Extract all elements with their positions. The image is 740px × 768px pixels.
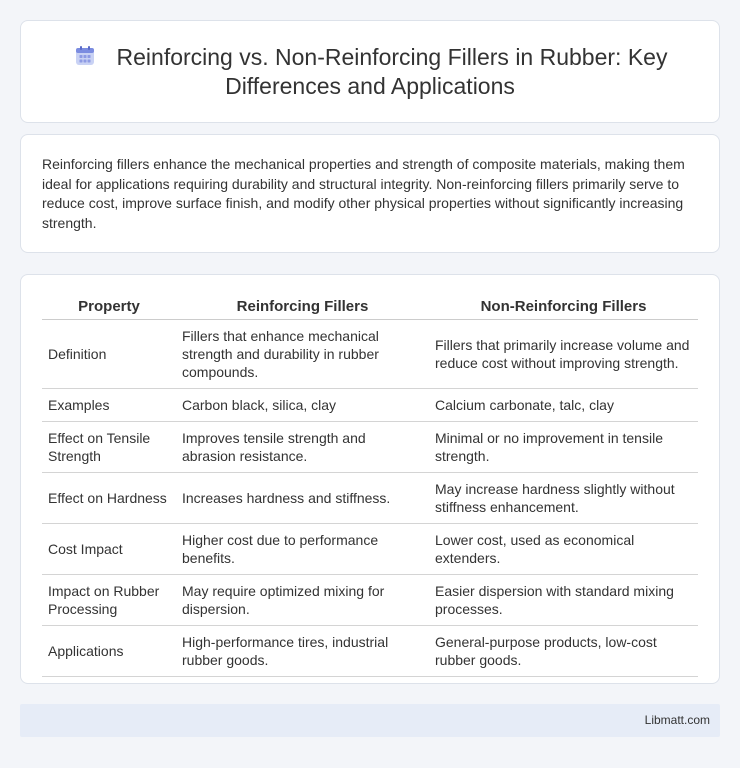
title-card (20, 20, 720, 123)
column-header-non-reinforcing: Non-Reinforcing Fillers (429, 297, 698, 319)
calendar-icon (73, 44, 97, 68)
table-row (42, 523, 698, 574)
row-property: Applications (42, 625, 176, 676)
row-reinforcing: Carbon black, silica, clay (176, 388, 429, 421)
table-row (42, 319, 698, 388)
comparison-table-card (20, 274, 720, 684)
intro-card (20, 134, 720, 253)
table-row (42, 472, 698, 523)
row-non-reinforcing: Easier dispersion with standard mixing processes. (429, 574, 698, 625)
intro-paragraph: Reinforcing fillers enhance the mechanical properties and strength of composite materials, making them ideal for applications requiring durability and structural integrity. Non-reinforcing fillers primarily serve to reduce cost, improve surface finish, and modify other physical properties without significantly increasing strength. (42, 156, 685, 231)
row-reinforcing: Fillers that enhance mechanical strength and durability in rubber compounds. (176, 319, 429, 388)
row-property: Impact on Rubber Processing (42, 574, 176, 625)
row-non-reinforcing: Calcium carbonate, talc, clay (429, 388, 698, 421)
footer-bar (20, 704, 720, 737)
table-row (42, 388, 698, 421)
row-reinforcing: Improves tensile strength and abrasion resistance. (176, 421, 429, 472)
row-non-reinforcing: General-purpose products, low-cost rubber goods. (429, 625, 698, 676)
table-row (42, 625, 698, 676)
row-property: Effect on Tensile Strength (42, 421, 176, 472)
row-reinforcing: Higher cost due to performance benefits. (176, 523, 429, 574)
table-row (42, 421, 698, 472)
row-property: Cost Impact (42, 523, 176, 574)
row-non-reinforcing: Lower cost, used as economical extenders. (429, 523, 698, 574)
row-reinforcing: Increases hardness and stiffness. (176, 472, 429, 523)
row-property: Examples (42, 388, 176, 421)
row-non-reinforcing: May increase hardness slightly without stiffness enhancement. (429, 472, 698, 523)
row-reinforcing: High-performance tires, industrial rubber goods. (176, 625, 429, 676)
table-row (42, 574, 698, 625)
page-title (21, 43, 719, 101)
row-property: Effect on Hardness (42, 472, 176, 523)
row-non-reinforcing: Minimal or no improvement in tensile strength. (429, 421, 698, 472)
page-title-text: Reinforcing vs. Non-Reinforcing Fillers in Rubber: Key Differences and Applications (116, 44, 668, 99)
footer-site-link[interactable]: Libmatt.com (644, 713, 710, 727)
comparison-table (42, 297, 698, 677)
row-non-reinforcing: Fillers that primarily increase volume and reduce cost without improving strength. (429, 319, 698, 388)
column-header-reinforcing: Reinforcing Fillers (176, 297, 429, 319)
table-header-row (42, 297, 698, 319)
row-property: Definition (42, 319, 176, 388)
row-reinforcing: May require optimized mixing for dispersion. (176, 574, 429, 625)
column-header-property: Property (42, 297, 176, 319)
